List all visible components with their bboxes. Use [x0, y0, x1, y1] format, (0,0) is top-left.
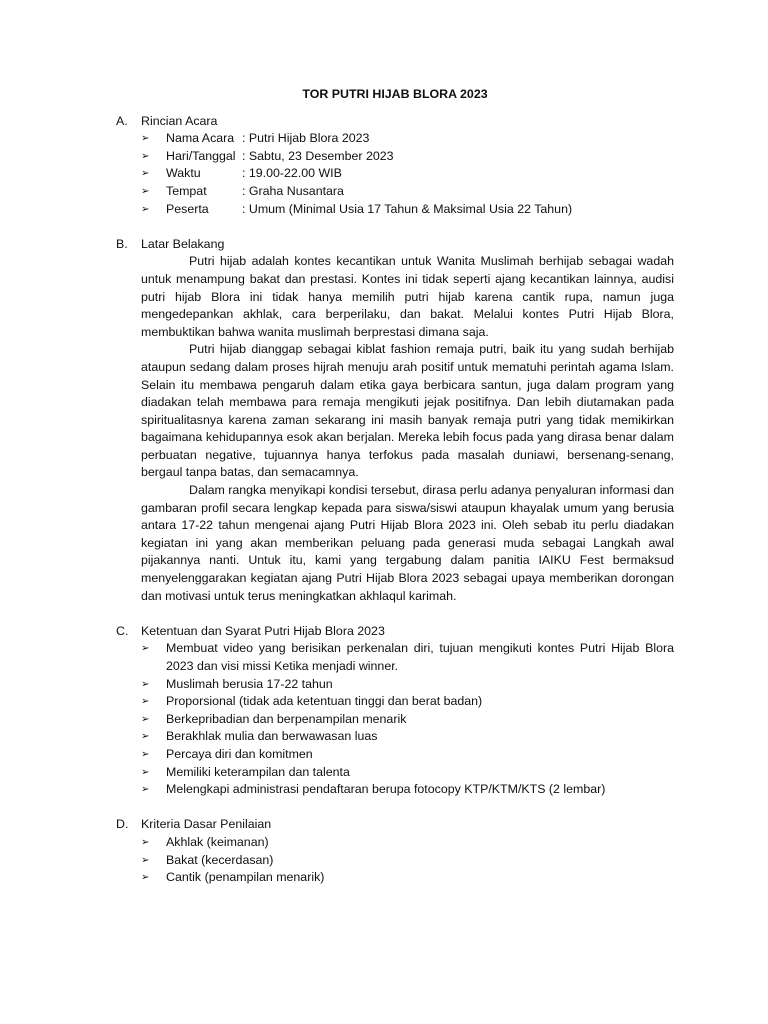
- list-item-text: Bakat (kecerdasan): [166, 852, 274, 867]
- arrow-bullet-icon: ➢: [141, 713, 150, 725]
- detail-value: : 19.00-22.00 WIB: [242, 166, 342, 181]
- list-item: [141, 869, 674, 887]
- arrow-bullet-icon: ➢: [141, 168, 150, 180]
- detail-label: Waktu: [166, 166, 201, 181]
- list-item-text: Muslimah berusia 17-22 tahun: [166, 676, 333, 691]
- list-item-text: Memiliki keterampilan dan talenta: [166, 764, 350, 779]
- section-title: Kriteria Dasar Penilaian: [141, 817, 272, 832]
- arrow-bullet-icon: ➢: [141, 748, 150, 760]
- section-letter: B.: [116, 236, 128, 251]
- list-item: [141, 728, 674, 746]
- list-item: [141, 711, 674, 729]
- detail-value: : Graha Nusantara: [242, 183, 344, 198]
- list-item: [141, 781, 674, 799]
- detail-value: : Sabtu, 23 Desember 2023: [242, 148, 394, 163]
- list-item-text: Akhlak (keimanan): [166, 834, 269, 849]
- arrow-bullet-icon: ➢: [141, 203, 150, 215]
- detail-item-waktu: [141, 165, 674, 183]
- section-heading: [116, 236, 674, 254]
- list-item-text: Berkepribadian dan berpenampilan menarik: [166, 711, 407, 726]
- arrow-bullet-icon: ➢: [141, 133, 150, 145]
- arrow-bullet-icon: ➢: [141, 185, 150, 197]
- paragraph: Putri hijab dianggap sebagai kiblat fashion remaja putri, baik itu yang sudah berhijab ataupun sedang dalam proses hijrah menuju arah positif untuk mematuhi perintah agama Islam. Selain itu membawa pengaruh dalam etika gaya berbicara santun, juga dalam program yang diadakan telah membawa para remaja mengikuti jejak positifnya. Dan lebih diutamakan pada spiritualitasnya karena zaman sekarang ini masih banyak remaja putri yang tidak memikirkan bagaimana kehidupannya esok akan berjalan. Mereka lebih focus pada yang dirasa benar dalam perbuatan negative, tujuannya hanya terfokus pada masalah duniawi, bersenang-senang, bergaul tanpa batas, dan semacamnya.: [141, 342, 674, 480]
- section-heading: [116, 113, 674, 131]
- list-item: [141, 852, 674, 870]
- detail-label: Nama Acara: [166, 131, 235, 146]
- document-title: TOR PUTRI HIJAB BLORA 2023: [302, 87, 488, 101]
- section-title: Latar Belakang: [141, 236, 225, 251]
- list-item-text: Proporsional (tidak ada ketentuan tinggi dan berat badan): [166, 694, 483, 709]
- section-latar-belakang: [116, 236, 674, 605]
- paragraph: Putri hijab adalah kontes kecantikan untuk Wanita Muslimah berhijab sebagai wadah untuk menampung bakat dan prestasi. Kontes ini tidak seperti ajang kecantikan lainnya, audisi putri hijab Blora ini tidak hanya memilih putri hijab karena cantik rupa, namun juga mengedepankan akhlak, cara berperilaku, dan bakat. Melalui kontes Putri Hijab Blora, membuktikan bahwa wanita muslimah berprestasi dimana saja.: [141, 254, 674, 339]
- list-item: [141, 693, 674, 711]
- requirements-list: [141, 640, 674, 798]
- list-item-text: Membuat video yang berisikan perkenalan diri, tujuan mengikuti kontes Putri Hijab Blora 2023 dan visi missi Ketika menjadi winner.: [166, 641, 674, 673]
- list-item-text: Cantik (penampilan menarik): [166, 870, 325, 885]
- section-title: Rincian Acara: [141, 113, 218, 128]
- paragraph: Dalam rangka menyikapi kondisi tersebut, dirasa perlu adanya penyaluran informasi dan gambaran profil secara lengkap kepada para siswa/siswi ataupun khayalak umum yang berusia antara 17-22 tahun mengenai ajang Putri Hijab Blora 2023 ini. Oleh sebab itu perlu diadakan kegiatan ini yang akan memberikan peluang pada generasi muda sebagai Langkah awal pijakannya nanti. Untuk itu, kami yang tergabung dalam panitia IAIKU Fest bermaksud menyelenggarakan kegiatan ajang Putri Hijab Blora 2023 sebagai upaya memberikan dorongan dan motivasi untuk terus meningkatkan akhlaqul karimah.: [141, 483, 674, 603]
- arrow-bullet-icon: ➢: [141, 836, 150, 848]
- detail-label: Peserta: [166, 201, 209, 216]
- list-item: [141, 676, 674, 694]
- list-item: [141, 640, 674, 675]
- section-heading: [116, 623, 674, 641]
- list-item-text: Melengkapi administrasi pendaftaran berupa fotocopy KTP/KTM/KTS (2 lembar): [166, 782, 606, 797]
- section-heading: [116, 816, 674, 834]
- detail-label: Hari/Tanggal: [166, 148, 236, 163]
- section-ketentuan-syarat: [116, 623, 674, 799]
- detail-value: : Umum (Minimal Usia 17 Tahun & Maksimal Usia 22 Tahun): [242, 201, 573, 216]
- arrow-bullet-icon: ➢: [141, 150, 150, 162]
- section-letter: C.: [116, 623, 129, 638]
- arrow-bullet-icon: ➢: [141, 643, 150, 655]
- detail-value: : Putri Hijab Blora 2023: [242, 131, 370, 146]
- event-details-list: [141, 130, 674, 218]
- arrow-bullet-icon: ➢: [141, 731, 150, 743]
- section-letter: D.: [116, 817, 129, 832]
- section-letter: A.: [116, 113, 128, 128]
- list-item-text: Percaya diri dan komitmen: [166, 746, 313, 761]
- arrow-bullet-icon: ➢: [141, 872, 150, 884]
- arrow-bullet-icon: ➢: [141, 696, 150, 708]
- section-kriteria-penilaian: [116, 816, 674, 886]
- criteria-list: [141, 834, 674, 887]
- detail-item-tempat: [141, 183, 674, 201]
- detail-item-peserta: [141, 201, 674, 219]
- arrow-bullet-icon: ➢: [141, 854, 150, 866]
- detail-label: Tempat: [166, 183, 207, 198]
- list-item: [141, 764, 674, 782]
- section-rincian-acara: [116, 113, 674, 219]
- list-item: [141, 746, 674, 764]
- detail-item-nama-acara: [141, 130, 674, 148]
- list-item-text: Berakhlak mulia dan berwawasan luas: [166, 729, 378, 744]
- section-title: Ketentuan dan Syarat Putri Hijab Blora 2023: [141, 623, 385, 638]
- list-item: [141, 834, 674, 852]
- arrow-bullet-icon: ➢: [141, 678, 150, 690]
- detail-item-hari-tanggal: [141, 148, 674, 166]
- arrow-bullet-icon: ➢: [141, 766, 150, 778]
- arrow-bullet-icon: ➢: [141, 784, 150, 796]
